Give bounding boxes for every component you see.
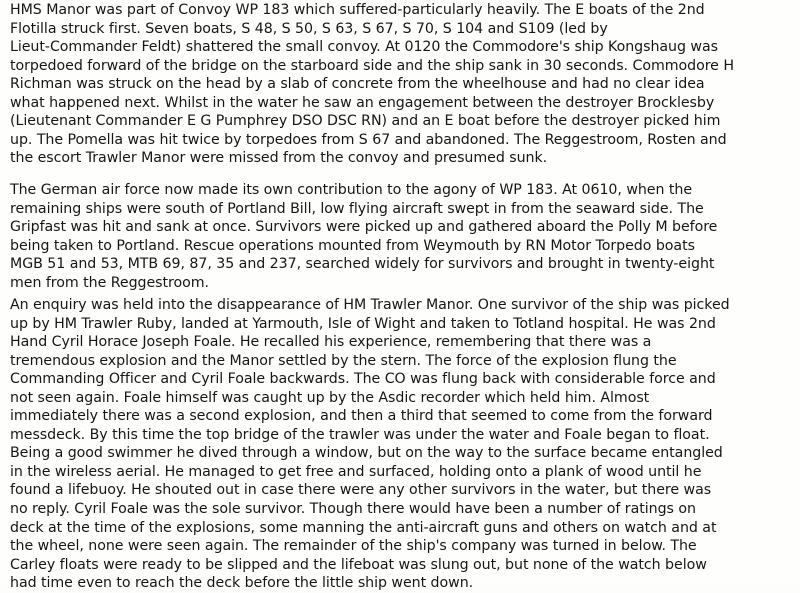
text-line: in the wireless aerial. He managed to get free and surfaced, holding onto a plank of wood until he (10, 463, 702, 480)
text-line: Flotilla struck first. Seven boats, S 48, S 50, S 63, S 67, S 70, S 104 and S109 (led by (10, 20, 608, 37)
text-line: what happened next. Whilst in the water he saw an engagement between the destroyer Brocklesby (10, 94, 715, 111)
text-line: Hand Cyril Horace Joseph Foale. He recalled his experience, remembering that there was a (10, 334, 652, 351)
text-line: Being a good swimmer he dived through a window, but on the way to the surface became entangled (10, 445, 723, 462)
text-line: Gripfast was hit and sank at once. Survivors were picked up and gathered aboard the Polly M before (10, 219, 718, 236)
text-line: Commanding Officer and Cyril Foale backwards. The CO was flung back with considerable force and (10, 371, 716, 388)
text-line: the escort Trawler Manor were missed from the convoy and presumed sunk. (10, 150, 548, 167)
text-line: Carley floats were ready to be slipped and the lifeboat was slung out, but none of the watch below (10, 556, 707, 573)
text-line: deck at the time of the explosions, some manning the anti-aircraft guns and others on watch and at (10, 519, 717, 536)
text-line: up. The Pomella was hit twice by torpedoes from S 67 and abandoned. The Reggestroom, Rosten and (10, 131, 727, 148)
paragraph-convoy-attack (10, 1, 794, 168)
text-line: immediately there was a second explosion, and then a third that seemed to come from the forward (10, 408, 713, 425)
text-line: not seen again. Foale himself was caught up by the Asdic recorder which held him. Almost (10, 389, 650, 406)
text-line: MGB 51 and 53, MTB 69, 87, 35 and 237, searched widely for survivors and brought in twenty-eight (10, 256, 715, 273)
text-line: found a lifebuoy. He shouted out in case there were any other survivors in the water, but there was (10, 482, 712, 499)
text-line: tremendous explosion and the Manor settled by the stern. The force of the explosion flung the (10, 352, 677, 369)
text-line: The German air force now made its own contribution to the agony of WP 183. At 0610, when the (10, 182, 693, 198)
text-line: remaining ships were south of Portland Bill, low flying aircraft swept in from the seaward side. The (10, 200, 704, 217)
paragraph-enquiry (10, 296, 794, 593)
text-line: Richman was struck on the head by a slab of concrete from the wheelhouse and had no clear idea (10, 76, 705, 93)
text-line: An enquiry was held into the disappearance of HM Trawler Manor. One survivor of the ship was picked (10, 297, 730, 313)
text-line: Lieut-Commander Feldt) shattered the small convoy. At 0120 the Commodore's ship Kongshaug was (10, 39, 718, 56)
text-line: HMS Manor was part of Convoy WP 183 which suffered-particularly heavily. The E boats of the 2nd (10, 2, 705, 18)
text-line: torpedoed forward of the bridge on the starboard side and the ship sank in 30 seconds. Commodore H (10, 57, 734, 74)
text-line: men from the Reggestroom. (10, 274, 209, 291)
paragraph-air-attack (10, 181, 794, 292)
text-line: the wheel, none were seen again. The remainder of the ship's company was turned in below. The (10, 538, 697, 555)
text-line: messdeck. By this time the top bridge of the trawler was under the water and Foale began to float. (10, 426, 710, 443)
text-line: (Lieutenant Commander E G Pumphrey DSO DSC RN) and an E boat before the destroyer picked him (10, 113, 721, 130)
text-line: up by HM Trawler Ruby, landed at Yarmouth, Isle of Wight and taken to Totland hospital. He was 2nd (10, 315, 716, 332)
text-line: no reply. Cyril Foale was the sole survivor. Though there would have been a number of ratings on (10, 501, 696, 518)
text-line: had time even to reach the deck before the little ship went down. (10, 575, 474, 592)
text-line: being taken to Portland. Rescue operations mounted from Weymouth by RN Motor Torpedo boats (10, 237, 695, 254)
